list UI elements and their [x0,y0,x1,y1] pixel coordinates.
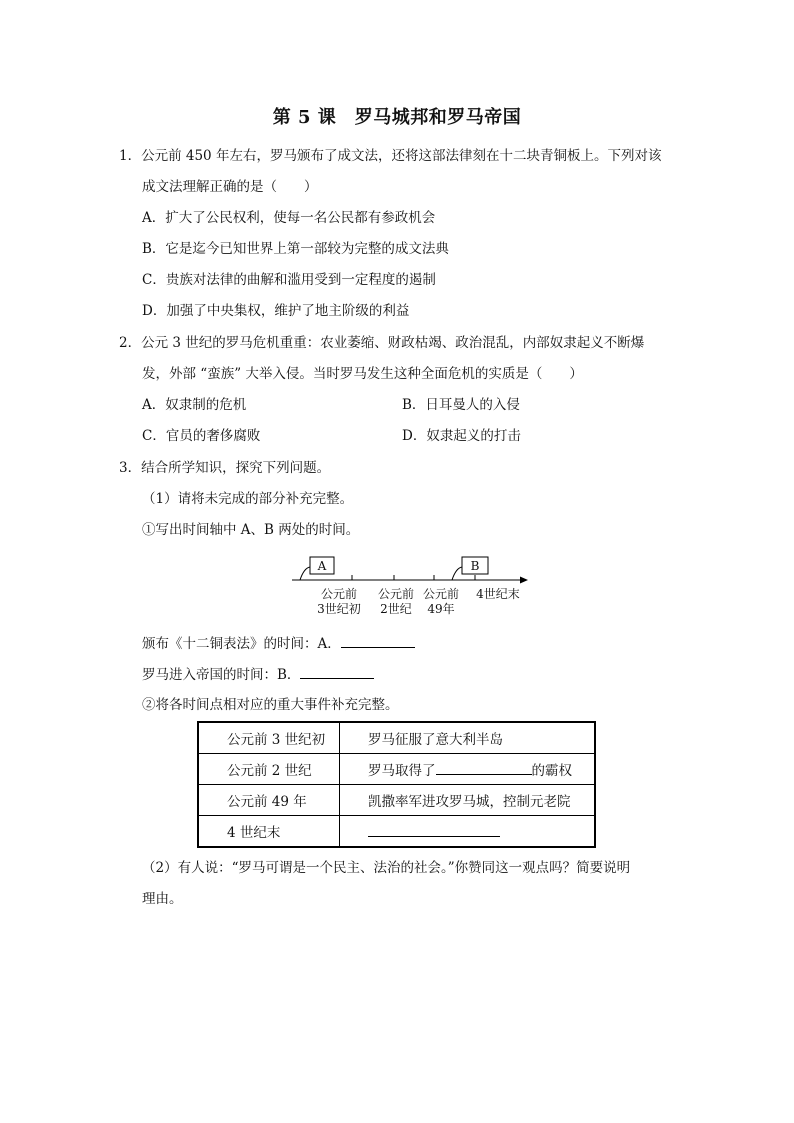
q1-option-b[interactable]: B．它是迄今已知世界上第一部较为完整的成文法典 [142,241,449,257]
table-row [198,754,595,785]
timeline-label-2-top: 公元前 [377,587,415,601]
q2-option-d[interactable]: D．奴隶起义的打击 [402,428,521,444]
page-title: 第 5 课 罗马城邦和罗马帝国 [272,107,522,128]
q1-option-a[interactable]: A．扩大了公民权利，使每一名公民都有参政机会 [142,210,436,226]
table-cell-event [340,816,596,848]
table-cell-event-after: 的霸权 [531,763,572,779]
q2-option-b[interactable]: B．日耳曼人的入侵 [402,397,520,413]
table-cell-event: 凯撒率军进攻罗马城，控制元老院 [340,785,596,816]
timeline-box-a-label: A [317,559,327,573]
q3-fill-b [142,664,374,685]
answer-blank-4th-century[interactable] [368,822,500,837]
q3-fill-a-label: 颁布《十二铜表法》的时间：A． [142,636,341,652]
q2-stem-line2: 发，外部 “蛮族” 大举入侵。当时罗马发生这种全面危机的实质是（ ） [142,366,583,382]
table-row [198,816,595,848]
timeline-label-3-top: 公元前 [422,587,460,601]
q3-sub2-line1: （2）有人说：“罗马可谓是一个民主、法治的社会。”你赞同这一观点吗？简要说明 [142,860,631,876]
q2-option-a[interactable]: A．奴隶制的危机 [142,397,247,413]
answer-blank-b[interactable] [300,664,374,679]
events-table [197,721,596,848]
q3-step2: ②将各时间点相对应的重大事件补充完整。 [142,697,399,713]
q3-fill-b-label: 罗马进入帝国的时间：B． [142,667,301,683]
table-cell-time: 公元前 2 世纪 [198,754,340,785]
q1-option-c[interactable]: C．贵族对法律的曲解和滥用受到一定程度的遏制 [142,272,436,288]
timeline-label-3-bottom: 49年 [427,602,455,616]
q2-stem-line1: 2．公元 3 世纪的罗马危机重重：农业萎缩、财政枯竭、政治混乱，内部奴隶起义不断爆 [119,335,645,351]
timeline-diagram [280,550,530,620]
q3-sub1: （1）请将未完成的部分补充完整。 [142,491,354,507]
answer-blank-a[interactable] [341,633,415,648]
q3-fill-a [142,633,415,654]
table-cell-time: 公元前 3 世纪初 [198,722,340,754]
timeline-label-1-top: 公元前 [320,587,358,601]
q1-option-d[interactable]: D．加强了中央集权，维护了地主阶级的利益 [142,303,410,319]
table-cell-event [340,754,596,785]
timeline-pointer-a [300,567,310,580]
q1-stem-line1: 1．公元前 450 年左右，罗马颁布了成文法，还将这部法律刻在十二块青铜板上。下列对该 [119,148,662,164]
table-row [198,722,595,754]
q3-stem: 3．结合所学知识，探究下列问题。 [119,460,331,476]
timeline-box-b-label: B [470,559,480,573]
table-cell-time: 公元前 49 年 [198,785,340,816]
timeline-pointer-b [452,567,462,580]
table-cell-event-before: 罗马取得了 [368,763,436,779]
timeline-label-2-bottom: 2世纪 [380,602,412,616]
timeline-label-4-bottom: 4世纪末 [476,587,520,601]
table-row [198,785,595,816]
table-cell-event: 罗马征服了意大利半岛 [340,722,596,754]
answer-blank-hegemony[interactable] [436,760,532,775]
q1-stem-line2: 成文法理解正确的是（ ） [142,179,318,195]
q2-option-c[interactable]: C．官员的奢侈腐败 [142,428,261,444]
timeline-arrowhead [520,577,528,584]
q3-sub2-line2: 理由。 [142,891,183,907]
table-cell-time: 4 世纪末 [198,816,340,848]
q3-step1: ①写出时间轴中 A、B 两处的时间。 [142,522,360,538]
timeline-label-1-bottom: 3世纪初 [317,602,361,616]
